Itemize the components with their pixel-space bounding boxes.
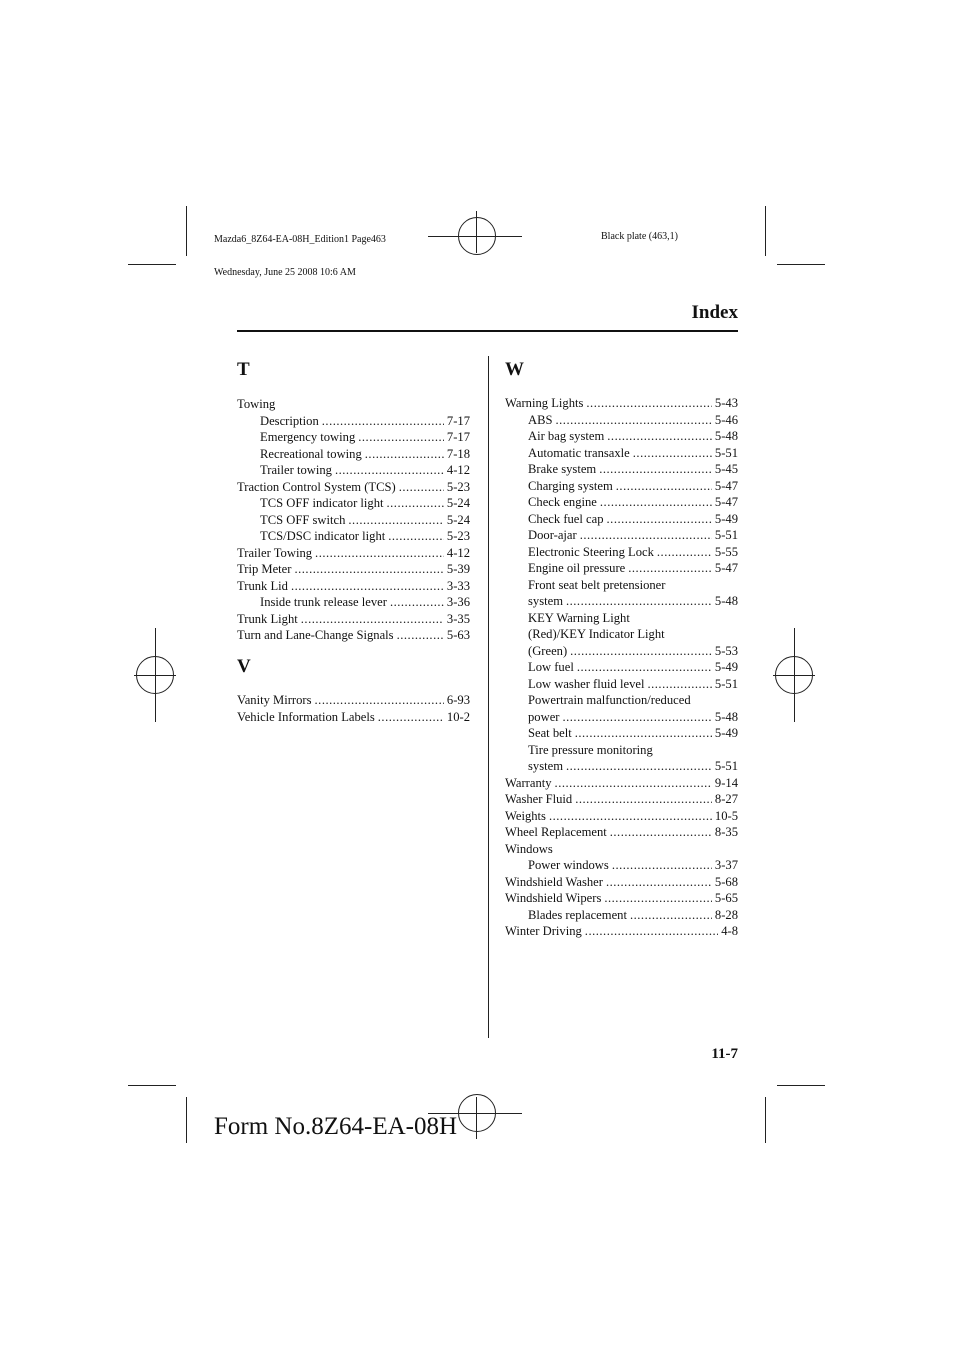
crop-mark (186, 206, 187, 256)
index-entry-page: 5-48 (714, 709, 738, 724)
index-entry-label: TCS OFF indicator light (260, 496, 384, 510)
index-entry-label: Trip Meter (237, 562, 292, 576)
index-entry (505, 775, 738, 792)
index-entry-label: Wheel Replacement (505, 825, 607, 839)
registration-target-icon (476, 1097, 477, 1139)
index-entry-page: 5-39 (446, 562, 470, 576)
registration-target-icon (794, 628, 795, 722)
index-entry-label: Turn and Lane-Change Signals (237, 628, 394, 642)
index-entry-label: Windshield Wipers (505, 891, 602, 905)
dot-leader (575, 791, 712, 808)
index-entry-label: Charging system (528, 478, 613, 493)
index-entry-label: Low fuel (528, 660, 574, 674)
index-entry-page: 5-65 (714, 891, 738, 905)
index-subentry (505, 511, 738, 528)
dot-leader (610, 824, 712, 841)
crop-mark (765, 206, 766, 256)
index-entry-page: 4-12 (446, 545, 470, 560)
index-subentry (237, 512, 470, 529)
index-entry-page: 5-51 (714, 445, 738, 460)
index-entry-page: 3-37 (714, 858, 738, 872)
index-subentry (505, 659, 738, 676)
index-subentry (505, 907, 738, 924)
crop-mark (777, 264, 825, 265)
index-letter-heading: W (505, 359, 524, 380)
dot-leader (628, 560, 712, 577)
dot-leader (607, 511, 712, 528)
index-entry-label: Electronic Steering Lock (528, 544, 654, 559)
index-subentry (237, 413, 470, 430)
dot-leader (586, 395, 712, 412)
dot-leader (549, 808, 712, 825)
crop-mark (777, 1085, 825, 1086)
index-entry (237, 627, 470, 644)
index-entry (237, 611, 470, 628)
index-entry-page: 5-23 (446, 529, 470, 543)
index-entry-page: 5-51 (714, 528, 738, 542)
index-entry-page: 5-46 (714, 412, 738, 427)
index-entry-page: 5-63 (446, 628, 470, 642)
index-entry-label: Vehicle Information Labels (237, 709, 375, 724)
index-entry (505, 841, 738, 858)
index-entry (505, 808, 738, 825)
index-entry (505, 791, 738, 808)
index-entry-page: 5-51 (714, 759, 738, 773)
index-subentry (505, 593, 738, 610)
index-entry-page: 5-47 (714, 495, 738, 509)
index-entry (237, 396, 470, 413)
index-entry-label: Warning Lights (505, 396, 584, 410)
index-entry-page: 3-35 (446, 611, 470, 626)
index-entry-page: 8-35 (714, 825, 738, 839)
index-subentry (237, 446, 470, 463)
print-slug-line1: Mazda6_8Z64-EA-08H_Edition1 Page463 (214, 234, 386, 245)
dot-leader (585, 923, 718, 940)
index-entry-page: 5-47 (714, 561, 738, 575)
index-entry-label: TCS OFF switch (260, 512, 346, 527)
index-entry-page: 5-49 (714, 726, 738, 740)
index-entry-list (505, 395, 738, 940)
index-entry (505, 890, 738, 907)
index-entry-label: Door-ajar (528, 528, 577, 542)
page-number: 11-7 (711, 1046, 738, 1062)
index-entry-page: 10-5 (714, 808, 738, 823)
registration-target-icon (428, 236, 522, 237)
crop-mark (128, 1085, 176, 1086)
index-entry (505, 824, 738, 841)
index-entry-page: 4-12 (446, 463, 470, 477)
index-entry-page: 3-33 (446, 578, 470, 593)
index-entry-label: Front seat belt pretensioner (528, 577, 666, 592)
dot-leader (335, 462, 444, 479)
index-subentry (505, 560, 738, 577)
index-subentry (505, 577, 738, 594)
dot-leader (294, 561, 443, 578)
title-rule (237, 330, 738, 332)
index-entry-page: 5-48 (714, 594, 738, 608)
index-entry-page: 5-23 (446, 479, 470, 494)
index-entry-label: Windshield Washer (505, 874, 603, 889)
index-subentry (505, 692, 738, 709)
index-subentry (505, 428, 738, 445)
dot-leader (647, 676, 711, 693)
index-entry-label: Emergency towing (260, 430, 356, 444)
dot-leader (388, 528, 444, 545)
index-entry (505, 923, 738, 940)
index-subentry (505, 758, 738, 775)
index-entry-label: KEY Warning Light (528, 610, 630, 625)
index-entry-label: Washer Fluid (505, 792, 573, 806)
index-entry-label: Recreational towing (260, 446, 362, 461)
index-entry-label: Inside trunk release lever (260, 595, 387, 609)
dot-leader (599, 461, 712, 478)
dot-leader (322, 413, 444, 430)
index-subentry (505, 478, 738, 495)
registration-target-icon (476, 211, 477, 253)
index-entry-page: 5-48 (714, 429, 738, 443)
index-entry-label: Winter Driving (505, 924, 582, 938)
index-entry-page: 5-43 (714, 396, 738, 410)
crop-mark (128, 264, 176, 265)
dot-leader (577, 659, 712, 676)
index-subentry (505, 626, 738, 643)
dot-leader (397, 627, 444, 644)
index-entry-label: Description (260, 413, 319, 428)
dot-leader (399, 479, 444, 496)
index-entry (237, 692, 470, 709)
index-entry-label: Trailer towing (260, 463, 332, 477)
index-entry-page: 10-2 (446, 709, 470, 724)
index-entry-list (237, 396, 470, 644)
index-subentry (505, 857, 738, 874)
dot-leader (657, 544, 712, 561)
index-entry-page: 5-49 (714, 660, 738, 674)
index-entry-page: 5-55 (714, 544, 738, 559)
index-entry (237, 578, 470, 595)
index-subentry (505, 527, 738, 544)
index-entry (237, 545, 470, 562)
index-entry-label: Weights (505, 808, 546, 823)
dot-leader (616, 478, 712, 495)
index-subentry (237, 528, 470, 545)
dot-leader (562, 709, 711, 726)
index-entry-label: TCS/DSC indicator light (260, 529, 386, 543)
index-entry-page: 7-17 (446, 413, 470, 428)
index-subentry (505, 709, 738, 726)
dot-leader (630, 907, 712, 924)
dot-leader (606, 874, 712, 891)
index-entry-page: 5-47 (714, 478, 738, 493)
index-entry-label: Check engine (528, 495, 597, 509)
index-entry-label: Vanity Mirrors (237, 693, 312, 707)
index-entry-label: Blades replacement (528, 907, 627, 922)
dot-leader (315, 692, 444, 709)
index-entry-label: (Red)/KEY Indicator Light (528, 627, 665, 641)
index-entry (237, 561, 470, 578)
registration-target-icon (155, 628, 156, 722)
index-entry (505, 874, 738, 891)
index-entry-label: power (528, 709, 560, 724)
index-entry-label: system (528, 594, 563, 608)
index-entry-label: system (528, 759, 563, 773)
index-subentry (505, 742, 738, 759)
index-entry-list (237, 692, 470, 725)
index-entry-label: (Green) (528, 643, 568, 658)
index-entry-page: 5-68 (714, 874, 738, 889)
index-subentry (505, 544, 738, 561)
index-entry-page: 5-24 (446, 496, 470, 510)
index-entry-page: 9-14 (714, 775, 738, 790)
index-entry-page: 7-18 (446, 446, 470, 461)
index-entry-label: Warranty (505, 775, 552, 790)
dot-leader (556, 412, 712, 429)
dot-leader (612, 857, 712, 874)
dot-leader (301, 611, 444, 628)
dot-leader (555, 775, 712, 792)
index-entry-page: 5-24 (446, 512, 470, 527)
dot-leader (570, 643, 712, 660)
index-entry-label: Power windows (528, 858, 609, 872)
dot-leader (566, 758, 712, 775)
index-entry-label: Engine oil pressure (528, 561, 626, 575)
index-entry-page: 5-51 (714, 676, 738, 691)
dot-leader (358, 429, 444, 446)
index-entry-page: 5-45 (714, 462, 738, 476)
dot-leader (387, 495, 444, 512)
index-entry-page: 6-93 (446, 693, 470, 707)
print-slug-line2: Wednesday, June 25 2008 10:6 AM (214, 267, 356, 278)
black-plate-label: Black plate (463,1) (601, 231, 678, 242)
dot-leader (575, 725, 712, 742)
print-slug (214, 212, 386, 289)
index-entry-label: Low washer fluid level (528, 676, 645, 691)
index-entry-page: 8-28 (714, 907, 738, 922)
index-entry-page: 7-17 (446, 430, 470, 444)
index-subentry (505, 461, 738, 478)
dot-leader (348, 512, 444, 529)
dot-leader (566, 593, 712, 610)
dot-leader (580, 527, 712, 544)
index-subentry (505, 412, 738, 429)
index-entry-page: 8-27 (714, 792, 738, 806)
index-entry-label: Windows (505, 841, 553, 856)
index-entry-label: Automatic transaxle (528, 445, 630, 460)
dot-leader (390, 594, 444, 611)
index-entry-page: 4-8 (721, 924, 738, 938)
index-subentry (237, 495, 470, 512)
index-subentry (505, 445, 738, 462)
index-entry-label: Traction Control System (TCS) (237, 479, 396, 494)
dot-leader (607, 428, 712, 445)
index-entry (237, 709, 470, 726)
index-entry-label: Seat belt (528, 726, 572, 740)
crop-mark (765, 1097, 766, 1143)
index-letter-heading: V (237, 656, 251, 677)
dot-leader (291, 578, 444, 595)
index-letter-heading: T (237, 359, 250, 380)
index-subentry (237, 462, 470, 479)
index-entry-label: Powertrain malfunction/reduced (528, 693, 691, 707)
index-entry-label: Towing (237, 397, 276, 411)
index-entry-label: ABS (528, 412, 553, 427)
dot-leader (633, 445, 712, 462)
index-entry-label: Trunk Light (237, 611, 298, 626)
index-subentry (237, 594, 470, 611)
column-divider (488, 356, 489, 1038)
index-entry-label: Check fuel cap (528, 511, 604, 526)
crop-mark (186, 1097, 187, 1143)
index-subentry (505, 494, 738, 511)
dot-leader (365, 446, 444, 463)
form-number: Form No.8Z64-EA-08H (214, 1113, 458, 1140)
dot-leader (315, 545, 444, 562)
index-subentry (505, 725, 738, 742)
index-subentry (237, 429, 470, 446)
dot-leader (600, 494, 712, 511)
index-entry-label: Trailer Towing (237, 545, 313, 560)
index-entry-page: 5-49 (714, 511, 738, 526)
index-subentry (505, 610, 738, 627)
index-entry-label: Tire pressure monitoring (528, 742, 653, 757)
dot-leader (604, 890, 712, 907)
index-entry-page: 5-53 (714, 643, 738, 658)
index-entry (237, 479, 470, 496)
index-entry-page: 3-36 (446, 595, 470, 609)
dot-leader (378, 709, 444, 726)
index-entry-label: Air bag system (528, 429, 605, 443)
index-subentry (505, 643, 738, 660)
page-title: Index (691, 302, 738, 323)
index-entry (505, 395, 738, 412)
index-entry-label: Brake system (528, 462, 597, 476)
index-subentry (505, 676, 738, 693)
index-entry-label: Trunk Lid (237, 578, 288, 593)
